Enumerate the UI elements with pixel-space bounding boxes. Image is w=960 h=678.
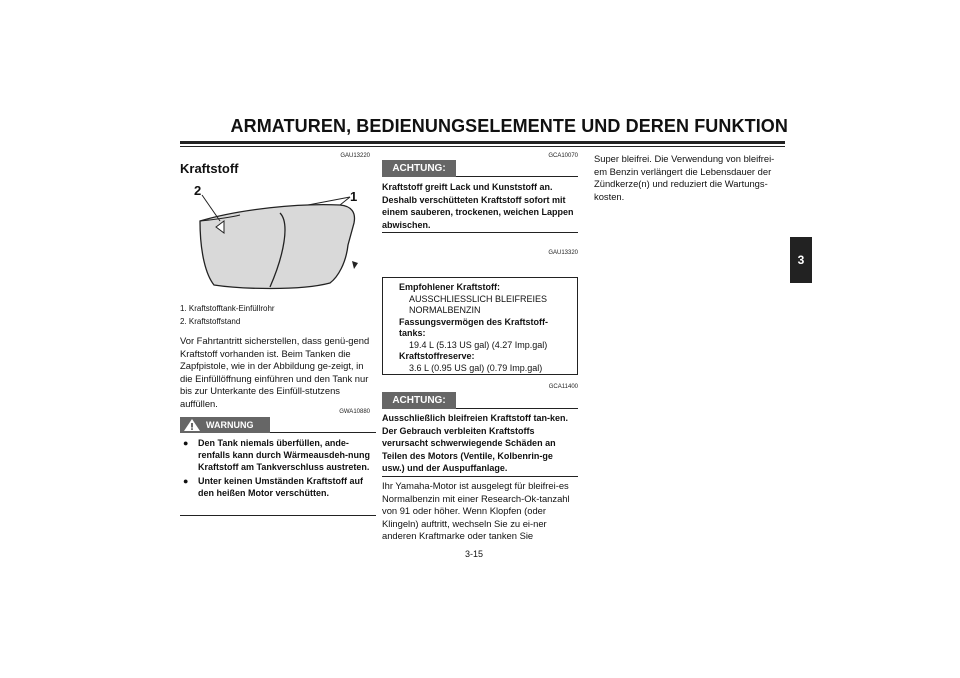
- fuel-tank-illustration-icon: [180, 183, 376, 295]
- caution-text: Ausschließlich bleifreien Kraftstoff tan-ken. Der Gebrauch verbleiten Kraftstoffs verursacht schwerwiegende Schäden an Teilen des Motors (Ventile, Kolbenrin-ge usw.) und der Auspuffanlage.: [382, 413, 569, 473]
- caution-badge: ACHTUNG:: [382, 160, 456, 177]
- recommended-fuel-value: AUSSCHLIESSLICH BLEIFREIES: [409, 293, 548, 304]
- divider: [382, 476, 578, 477]
- reference-code: GCA11400: [548, 384, 578, 390]
- reference-code: GAU13320: [548, 250, 578, 256]
- warning-badge: [180, 417, 270, 433]
- page-title: ARMATUREN, BEDIENUNGSELEMENTE UND DEREN FUNKTION: [230, 116, 788, 136]
- title-rule-thin: [180, 146, 785, 147]
- reference-code: GCA10070: [548, 153, 578, 159]
- section-title: Kraftstoff: [180, 161, 239, 176]
- warning-label: WARNUNG: [206, 420, 254, 430]
- fuel-reserve-label: Kraftstoffreserve:: [399, 351, 475, 361]
- page-number: 3-15: [465, 549, 484, 559]
- fuel-tank-figure: [180, 183, 376, 295]
- bullet-icon: ●: [183, 438, 189, 448]
- tank-capacity-label: Fassungsvermögen des Kraftstoff-: [399, 316, 549, 327]
- recommended-fuel-label: Empfohlener Kraftstoff:: [399, 282, 500, 292]
- divider: [270, 432, 376, 433]
- divider: [456, 176, 578, 177]
- divider: [382, 232, 578, 233]
- caption-2: 2. Kraftstoffstand: [180, 317, 241, 326]
- caption-1: 1. Kraftstofftank-Einfüllrohr: [180, 304, 275, 313]
- reference-code: GWA10880: [339, 409, 370, 415]
- list-item: ● Unter keinen Umständen Kraftstoff auf den heißen Motor verschütten.: [183, 476, 364, 498]
- reference-code: GAU13220: [340, 153, 370, 159]
- tank-capacity-label: tanks:: [399, 328, 426, 338]
- callout-2: 2: [194, 183, 202, 198]
- warning-list: [180, 437, 376, 501]
- bullet-icon: ●: [183, 476, 189, 486]
- chapter-tab: 3: [790, 237, 812, 283]
- callout-1: 1: [350, 189, 358, 204]
- fuel-reserve-value: 3.6 L (0.95 US gal) (0.79 Imp.gal): [409, 362, 543, 373]
- fuel-spec-box: [382, 277, 578, 375]
- body-text: Vor Fahrtantritt sicherstellen, dass genü-gend Kraftstoff vorhanden ist. Beim Tanken die Zapfpistole, wie in der Abbildung ge-zeigt, in die Einfüllöffnung einführen und den Tank nur bis zur Unterkante des Einfüll-stutzens auffüllen.: [180, 335, 370, 409]
- caution-badge: ACHTUNG:: [382, 392, 456, 409]
- caution-text: Kraftstoff greift Lack und Kunststoff an. Deshalb verschütteten Kraftstoff sofort mit einem sauberen, trockenen, weichen Lappen abwischen.: [382, 182, 574, 230]
- divider: [456, 408, 578, 409]
- recommended-fuel-value: NORMALBENZIN: [409, 305, 481, 315]
- title-rule: [180, 141, 785, 144]
- body-text: Ihr Yamaha-Motor ist ausgelegt für bleifrei-es Normalbenzin mit einer Research-Ok-tanzahl von 91 oder höher. Wenn Klopfen (oder Klingeln) auftritt, wechseln Sie zu ei-ner anderen Kraftmarke oder tanken Sie: [382, 480, 570, 542]
- divider: [180, 515, 376, 516]
- list-item: ● Den Tank niemals überfüllen, ande-renfalls kann durch Wärmeausdeh-nung Kraftstoff am Tankverschluss austreten.: [183, 438, 371, 472]
- body-text: Super bleifrei. Die Verwendung von bleifrei-em Benzin verlängert die Lebensdauer der Zündkerze(n) und reduziert die Wartungs-kosten.: [594, 153, 775, 202]
- warning-triangle-icon: [182, 417, 202, 433]
- tank-capacity-value: 19.4 L (5.13 US gal) (4.27 Imp.gal): [409, 339, 548, 350]
